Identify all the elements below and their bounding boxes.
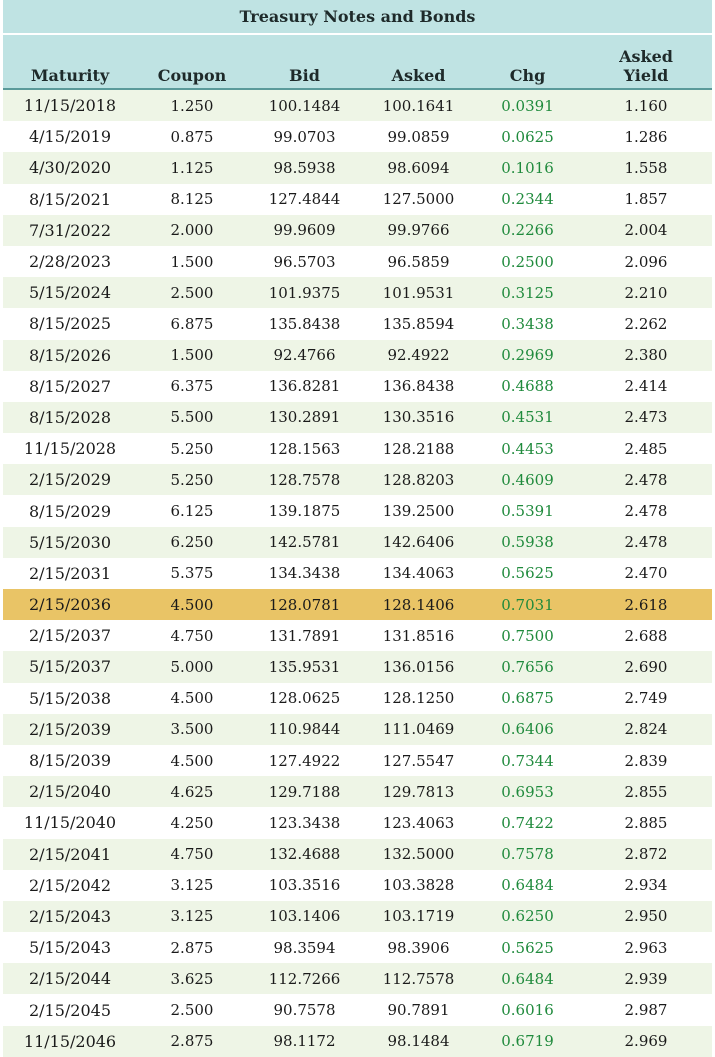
cell-coupon: 6.875 (137, 308, 247, 339)
cell-asked: 131.8516 (362, 620, 475, 651)
cell-asked: 128.2188 (362, 433, 475, 464)
cell-asked: 90.7891 (362, 994, 475, 1025)
table-row (3, 994, 712, 1025)
cell-coupon: 6.250 (137, 527, 247, 558)
table-row (3, 308, 712, 339)
table-row (3, 215, 712, 246)
table-row (3, 776, 712, 807)
cell-maturity: 5/15/2038 (3, 683, 137, 714)
cell-asked: 92.4922 (362, 340, 475, 371)
cell-maturity: 8/15/2026 (3, 340, 137, 371)
cell-chg: 0.3125 (475, 277, 580, 308)
cell-chg: 0.2500 (475, 246, 580, 277)
cell-asked: 132.5000 (362, 839, 475, 870)
cell-maturity: 11/15/2018 (3, 89, 137, 121)
cell-chg: 0.4453 (475, 433, 580, 464)
cell-asked-yield: 2.690 (580, 651, 712, 682)
cell-asked: 134.4063 (362, 558, 475, 589)
cell-chg: 0.7422 (475, 807, 580, 838)
cell-chg: 0.6016 (475, 994, 580, 1025)
cell-coupon: 6.375 (137, 371, 247, 402)
cell-maturity: 2/15/2029 (3, 464, 137, 495)
cell-coupon: 1.125 (137, 152, 247, 183)
cell-asked: 139.2500 (362, 495, 475, 526)
cell-maturity: 2/15/2041 (3, 839, 137, 870)
treasury-table-container (3, 0, 712, 1057)
cell-chg: 0.7344 (475, 745, 580, 776)
cell-maturity: 2/15/2042 (3, 870, 137, 901)
cell-asked-yield: 2.934 (580, 870, 712, 901)
table-row (3, 870, 712, 901)
cell-asked-yield: 2.473 (580, 402, 712, 433)
table-row (3, 651, 712, 682)
cell-chg: 0.7031 (475, 589, 580, 620)
cell-asked-yield: 2.824 (580, 714, 712, 745)
cell-bid: 127.4922 (247, 745, 362, 776)
cell-coupon: 5.500 (137, 402, 247, 433)
cell-chg: 0.7656 (475, 651, 580, 682)
cell-bid: 98.3594 (247, 932, 362, 963)
cell-chg: 0.2344 (475, 184, 580, 215)
cell-chg: 0.4609 (475, 464, 580, 495)
table-row (3, 246, 712, 277)
cell-maturity: 8/15/2039 (3, 745, 137, 776)
cell-coupon: 2.500 (137, 277, 247, 308)
cell-maturity: 2/28/2023 (3, 246, 137, 277)
cell-coupon: 3.625 (137, 963, 247, 994)
cell-asked-yield: 1.160 (580, 89, 712, 121)
cell-asked-yield: 1.286 (580, 121, 712, 152)
table-row (3, 839, 712, 870)
header-coupon: Coupon (137, 35, 247, 89)
cell-bid: 99.9609 (247, 215, 362, 246)
cell-asked: 99.0859 (362, 121, 475, 152)
cell-bid: 128.1563 (247, 433, 362, 464)
cell-asked-yield: 2.618 (580, 589, 712, 620)
cell-bid: 130.2891 (247, 402, 362, 433)
cell-asked-yield: 2.470 (580, 558, 712, 589)
cell-chg: 0.6719 (475, 1026, 580, 1057)
cell-asked-yield: 2.987 (580, 994, 712, 1025)
cell-asked: 101.9531 (362, 277, 475, 308)
cell-asked-yield: 2.950 (580, 901, 712, 932)
cell-coupon: 4.625 (137, 776, 247, 807)
cell-maturity: 2/15/2044 (3, 963, 137, 994)
cell-coupon: 3.125 (137, 870, 247, 901)
cell-asked: 98.1484 (362, 1026, 475, 1057)
cell-asked-yield: 2.963 (580, 932, 712, 963)
cell-coupon: 4.750 (137, 839, 247, 870)
cell-bid: 135.8438 (247, 308, 362, 339)
cell-chg: 0.2969 (475, 340, 580, 371)
cell-chg: 0.6250 (475, 901, 580, 932)
table-row (3, 620, 712, 651)
table-row (3, 89, 712, 121)
cell-maturity: 2/15/2040 (3, 776, 137, 807)
cell-bid: 98.1172 (247, 1026, 362, 1057)
cell-asked: 99.9766 (362, 215, 475, 246)
table-row (3, 558, 712, 589)
cell-asked-yield: 2.380 (580, 340, 712, 371)
cell-bid: 101.9375 (247, 277, 362, 308)
table-row (3, 464, 712, 495)
table-row (3, 371, 712, 402)
cell-maturity: 11/15/2046 (3, 1026, 137, 1057)
cell-maturity: 5/15/2024 (3, 277, 137, 308)
cell-chg: 0.6484 (475, 963, 580, 994)
cell-chg: 0.7500 (475, 620, 580, 651)
cell-chg: 0.2266 (475, 215, 580, 246)
cell-coupon: 4.750 (137, 620, 247, 651)
cell-coupon: 2.875 (137, 932, 247, 963)
header-chg: Chg (475, 35, 580, 89)
cell-asked-yield: 2.939 (580, 963, 712, 994)
cell-asked: 142.6406 (362, 527, 475, 558)
cell-coupon: 5.250 (137, 464, 247, 495)
cell-maturity: 8/15/2025 (3, 308, 137, 339)
cell-bid: 131.7891 (247, 620, 362, 651)
cell-asked-yield: 2.096 (580, 246, 712, 277)
table-row (3, 901, 712, 932)
cell-asked: 98.3906 (362, 932, 475, 963)
cell-coupon: 1.500 (137, 340, 247, 371)
cell-maturity: 2/15/2045 (3, 994, 137, 1025)
table-title: Treasury Notes and Bonds (3, 0, 712, 35)
cell-chg: 0.5391 (475, 495, 580, 526)
table-row (3, 1026, 712, 1057)
cell-bid: 135.9531 (247, 651, 362, 682)
table-row (3, 932, 712, 963)
cell-chg: 0.6875 (475, 683, 580, 714)
cell-coupon: 3.125 (137, 901, 247, 932)
cell-asked-yield: 2.872 (580, 839, 712, 870)
cell-maturity: 7/31/2022 (3, 215, 137, 246)
cell-coupon: 3.500 (137, 714, 247, 745)
cell-asked-yield: 2.969 (580, 1026, 712, 1057)
header-asked: Asked (362, 35, 475, 89)
cell-asked: 112.7578 (362, 963, 475, 994)
cell-maturity: 2/15/2039 (3, 714, 137, 745)
cell-asked: 96.5859 (362, 246, 475, 277)
cell-chg: 0.5938 (475, 527, 580, 558)
table-row (3, 683, 712, 714)
cell-chg: 0.6953 (475, 776, 580, 807)
table-row (3, 963, 712, 994)
cell-maturity: 8/15/2027 (3, 371, 137, 402)
cell-asked: 129.7813 (362, 776, 475, 807)
cell-maturity: 2/15/2043 (3, 901, 137, 932)
cell-asked-yield: 2.485 (580, 433, 712, 464)
cell-coupon: 5.000 (137, 651, 247, 682)
cell-bid: 132.4688 (247, 839, 362, 870)
cell-bid: 123.3438 (247, 807, 362, 838)
header-bid: Bid (247, 35, 362, 89)
cell-asked-yield: 2.478 (580, 495, 712, 526)
header-row (3, 35, 712, 89)
cell-chg: 0.7578 (475, 839, 580, 870)
cell-asked: 103.1719 (362, 901, 475, 932)
cell-maturity: 4/15/2019 (3, 121, 137, 152)
cell-coupon: 2.875 (137, 1026, 247, 1057)
cell-maturity: 2/15/2037 (3, 620, 137, 651)
cell-maturity: 5/15/2043 (3, 932, 137, 963)
cell-maturity: 5/15/2037 (3, 651, 137, 682)
cell-bid: 128.0781 (247, 589, 362, 620)
cell-coupon: 5.375 (137, 558, 247, 589)
cell-asked: 128.1250 (362, 683, 475, 714)
cell-asked: 103.3828 (362, 870, 475, 901)
cell-asked-yield: 2.414 (580, 371, 712, 402)
cell-asked: 130.3516 (362, 402, 475, 433)
cell-chg: 0.6484 (475, 870, 580, 901)
cell-coupon: 0.875 (137, 121, 247, 152)
cell-coupon: 1.250 (137, 89, 247, 121)
cell-bid: 127.4844 (247, 184, 362, 215)
cell-bid: 128.0625 (247, 683, 362, 714)
cell-chg: 0.1016 (475, 152, 580, 183)
cell-coupon: 2.500 (137, 994, 247, 1025)
cell-bid: 92.4766 (247, 340, 362, 371)
cell-chg: 0.0391 (475, 89, 580, 121)
table-row (3, 184, 712, 215)
cell-chg: 0.5625 (475, 558, 580, 589)
header-maturity: Maturity (3, 35, 137, 89)
cell-asked: 128.8203 (362, 464, 475, 495)
cell-coupon: 1.500 (137, 246, 247, 277)
cell-chg: 0.4531 (475, 402, 580, 433)
cell-asked-yield: 2.688 (580, 620, 712, 651)
table-row (3, 433, 712, 464)
cell-maturity: 11/15/2040 (3, 807, 137, 838)
cell-coupon: 8.125 (137, 184, 247, 215)
cell-asked-yield: 2.885 (580, 807, 712, 838)
cell-bid: 136.8281 (247, 371, 362, 402)
cell-bid: 99.0703 (247, 121, 362, 152)
cell-bid: 110.9844 (247, 714, 362, 745)
cell-maturity: 2/15/2031 (3, 558, 137, 589)
treasury-table (3, 35, 712, 1057)
cell-asked: 135.8594 (362, 308, 475, 339)
cell-asked: 100.1641 (362, 89, 475, 121)
table-body (3, 89, 712, 1057)
cell-asked: 111.0469 (362, 714, 475, 745)
table-row (3, 714, 712, 745)
table-row (3, 745, 712, 776)
cell-coupon: 4.500 (137, 745, 247, 776)
cell-asked-yield: 1.558 (580, 152, 712, 183)
cell-bid: 96.5703 (247, 246, 362, 277)
cell-asked: 136.0156 (362, 651, 475, 682)
table-row (3, 527, 712, 558)
cell-bid: 139.1875 (247, 495, 362, 526)
cell-asked: 128.1406 (362, 589, 475, 620)
cell-coupon: 5.250 (137, 433, 247, 464)
cell-chg: 0.4688 (475, 371, 580, 402)
cell-asked-yield: 2.210 (580, 277, 712, 308)
cell-asked: 127.5000 (362, 184, 475, 215)
table-row (3, 340, 712, 371)
table-row (3, 277, 712, 308)
cell-asked-yield: 2.749 (580, 683, 712, 714)
header-asked-yield: Asked Yield (580, 35, 712, 89)
cell-bid: 103.1406 (247, 901, 362, 932)
cell-bid: 90.7578 (247, 994, 362, 1025)
table-row (3, 152, 712, 183)
cell-maturity: 8/15/2029 (3, 495, 137, 526)
cell-asked-yield: 2.839 (580, 745, 712, 776)
cell-bid: 134.3438 (247, 558, 362, 589)
cell-asked-yield: 2.004 (580, 215, 712, 246)
cell-bid: 112.7266 (247, 963, 362, 994)
cell-coupon: 2.000 (137, 215, 247, 246)
cell-maturity: 4/30/2020 (3, 152, 137, 183)
cell-asked-yield: 1.857 (580, 184, 712, 215)
cell-asked: 98.6094 (362, 152, 475, 183)
cell-chg: 0.5625 (475, 932, 580, 963)
cell-maturity: 2/15/2036 (3, 589, 137, 620)
table-row (3, 589, 712, 620)
cell-bid: 128.7578 (247, 464, 362, 495)
cell-maturity: 8/15/2021 (3, 184, 137, 215)
cell-asked: 136.8438 (362, 371, 475, 402)
cell-bid: 100.1484 (247, 89, 362, 121)
cell-asked: 127.5547 (362, 745, 475, 776)
cell-maturity: 8/15/2028 (3, 402, 137, 433)
cell-bid: 103.3516 (247, 870, 362, 901)
table-row (3, 807, 712, 838)
cell-bid: 142.5781 (247, 527, 362, 558)
cell-bid: 129.7188 (247, 776, 362, 807)
cell-asked-yield: 2.478 (580, 464, 712, 495)
cell-chg: 0.0625 (475, 121, 580, 152)
cell-coupon: 4.500 (137, 683, 247, 714)
cell-maturity: 11/15/2028 (3, 433, 137, 464)
cell-maturity: 5/15/2030 (3, 527, 137, 558)
cell-asked: 123.4063 (362, 807, 475, 838)
cell-asked-yield: 2.262 (580, 308, 712, 339)
cell-coupon: 6.125 (137, 495, 247, 526)
cell-chg: 0.3438 (475, 308, 580, 339)
cell-chg: 0.6406 (475, 714, 580, 745)
cell-asked-yield: 2.855 (580, 776, 712, 807)
cell-coupon: 4.250 (137, 807, 247, 838)
cell-bid: 98.5938 (247, 152, 362, 183)
cell-asked-yield: 2.478 (580, 527, 712, 558)
table-row (3, 402, 712, 433)
table-row (3, 121, 712, 152)
cell-coupon: 4.500 (137, 589, 247, 620)
table-row (3, 495, 712, 526)
